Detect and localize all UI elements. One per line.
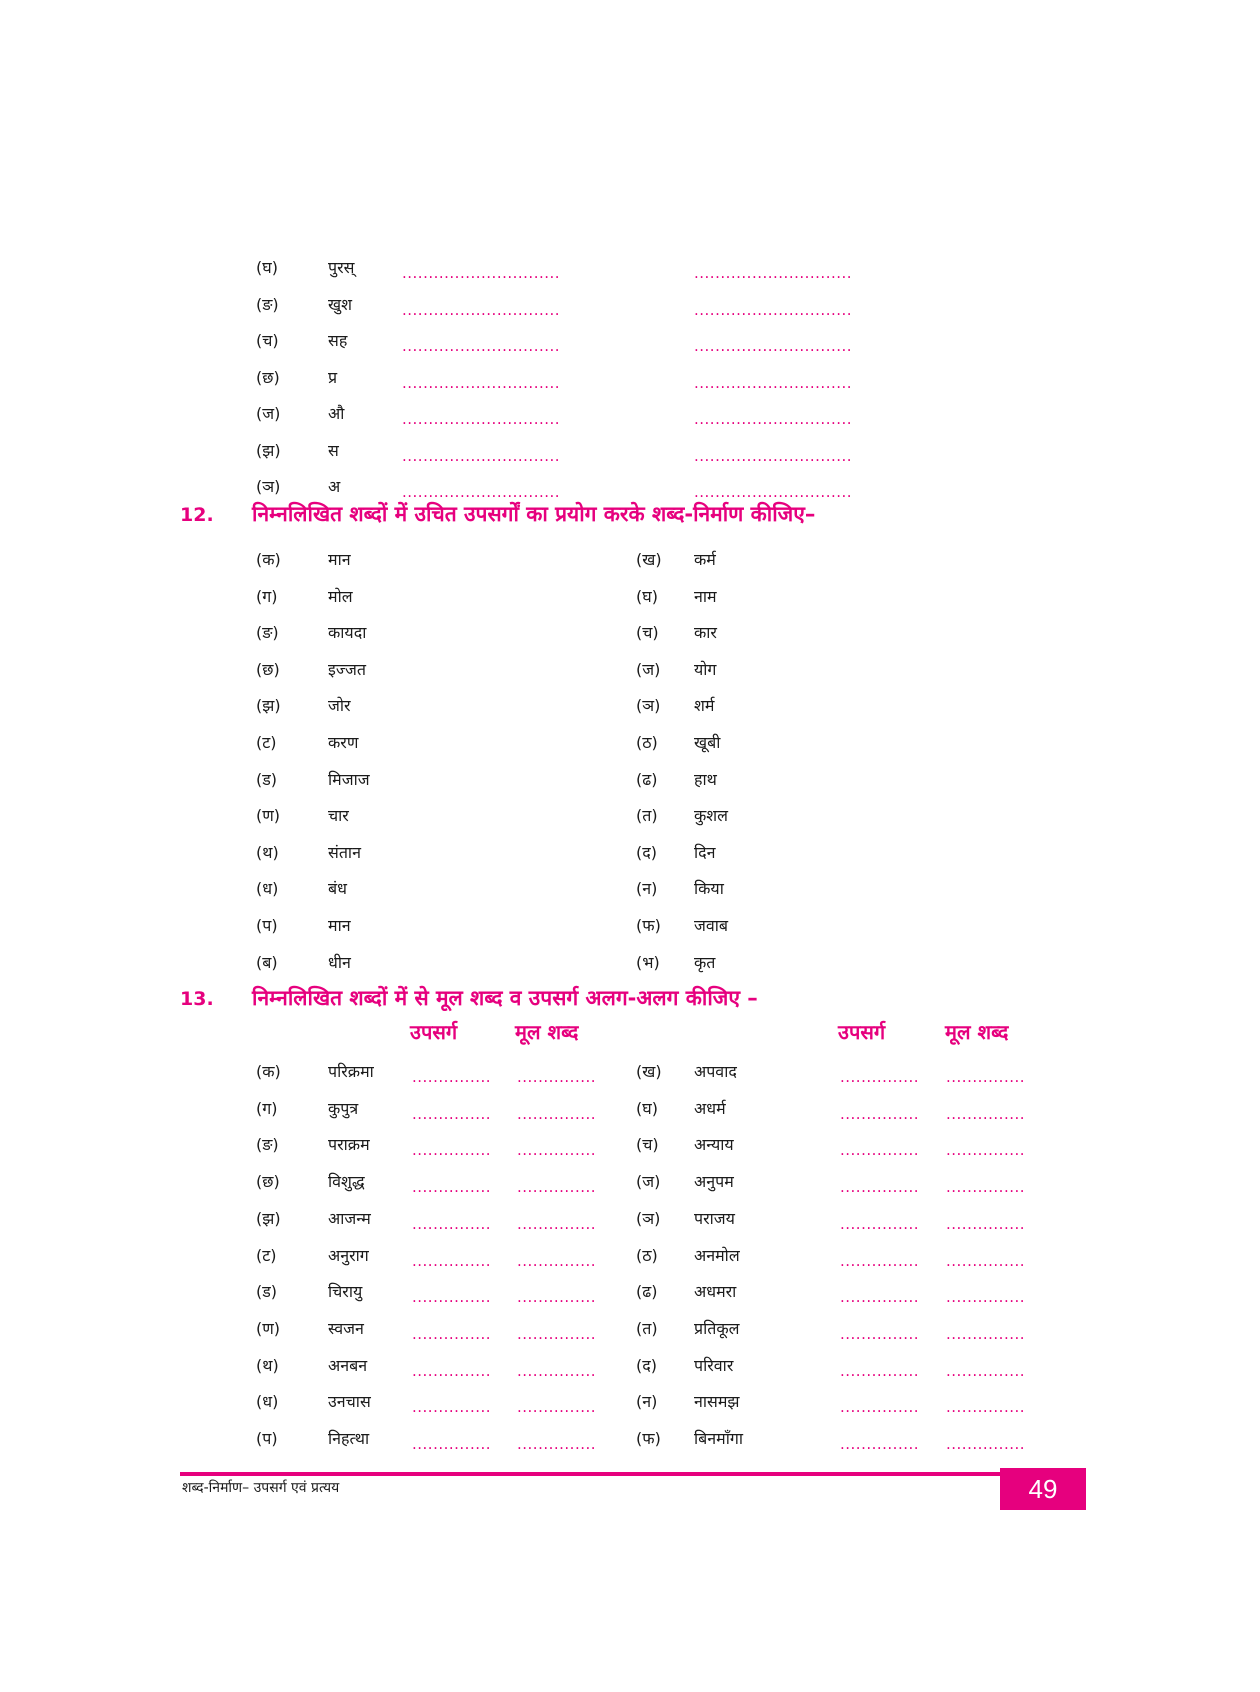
item-label: (च) <box>636 1135 659 1155</box>
q12-instruction: निम्नलिखित शब्दों में उचित उपसर्गों का प्रयोग करके शब्द-निर्माण कीजिए– <box>252 502 816 526</box>
item-label: (ढ) <box>636 1282 658 1302</box>
item-label: (घ) <box>636 586 658 606</box>
answer-blank-prefix: ............... <box>840 1214 920 1233</box>
item-word: अ <box>328 477 341 496</box>
item-word: प्रतिकूल <box>694 1318 740 1338</box>
answer-blank: .............................. <box>402 337 561 355</box>
item-word: स <box>328 440 339 460</box>
item-word: पराजय <box>694 1208 735 1228</box>
answer-blank-prefix: ............... <box>412 1214 492 1233</box>
answer-blank-prefix: ............... <box>840 1398 920 1417</box>
item-label: (च) <box>636 623 659 643</box>
item-word: कुशल <box>694 806 729 826</box>
item-label: (ग) <box>256 1098 278 1118</box>
item-word: अन्याय <box>694 1135 734 1155</box>
answer-blank-prefix: ............... <box>412 1398 492 1417</box>
q13-col-root-right: मूल शब्द <box>945 1020 1009 1044</box>
answer-blank-root: ............... <box>517 1361 597 1380</box>
item-label: (झ) <box>256 440 281 460</box>
item-label: (त) <box>636 1318 658 1338</box>
item-word: निहत्था <box>328 1429 370 1448</box>
item-label: (ड) <box>256 1282 278 1302</box>
item-label: (ज) <box>636 659 661 679</box>
answer-blank-prefix: ............... <box>840 1104 920 1123</box>
item-word: अपवाद <box>694 1062 737 1081</box>
item-word: सह <box>328 331 348 350</box>
item-word: कर्म <box>694 550 716 569</box>
item-word: कृत <box>694 952 716 972</box>
item-word: धीन <box>328 952 351 972</box>
item-word: आजन्म <box>328 1208 371 1228</box>
item-word: उनचास <box>328 1392 371 1412</box>
answer-blank-root: ............... <box>946 1178 1026 1197</box>
answer-blank-root: ............... <box>517 1068 597 1086</box>
item-label: (भ) <box>636 952 660 972</box>
item-label: (ढ) <box>636 769 658 789</box>
item-label: (क) <box>256 550 281 569</box>
item-word: अनमोल <box>694 1245 740 1265</box>
item-word: मान <box>328 916 351 935</box>
q13-instruction: निम्नलिखित शब्दों में से मूल शब्द व उपसर्ग अलग-अलग कीजिए – <box>252 986 758 1010</box>
item-label: (प) <box>256 1429 278 1448</box>
answer-blank-root: ............... <box>517 1288 597 1307</box>
item-word: किया <box>694 879 724 899</box>
item-label: (द) <box>636 842 657 862</box>
item-label: (ट) <box>256 733 277 752</box>
item-word: बंध <box>328 879 347 899</box>
item-word: करण <box>328 733 359 752</box>
item-word: कार <box>694 623 717 643</box>
answer-blank-prefix: ............... <box>412 1178 492 1197</box>
item-label: (न) <box>636 1392 658 1412</box>
item-word: मान <box>328 550 351 569</box>
answer-blank: .............................. <box>402 300 561 319</box>
answer-blank-prefix: ............... <box>412 1288 492 1307</box>
item-word: अनबन <box>328 1355 368 1375</box>
item-word: अनुपम <box>694 1172 734 1192</box>
answer-blank-root: ............... <box>517 1214 597 1233</box>
answer-blank-prefix: ............... <box>412 1141 492 1160</box>
item-word: औ <box>328 404 345 423</box>
answer-blank: .............................. <box>694 300 853 319</box>
item-label: (ख) <box>636 550 662 569</box>
item-label: (ध) <box>256 1392 279 1412</box>
answer-blank-prefix: ............... <box>412 1361 492 1380</box>
answer-blank-prefix: ............... <box>840 1251 920 1270</box>
answer-blank-root: ............... <box>946 1251 1026 1270</box>
item-word: कायदा <box>328 623 367 643</box>
answer-blank: .............................. <box>694 483 853 501</box>
q13-col-prefix-right: उपसर्ग <box>838 1020 886 1044</box>
item-label: (घ) <box>256 258 278 277</box>
item-word: जोर <box>328 696 351 716</box>
item-label: (छ) <box>256 367 280 387</box>
item-word: दिन <box>694 842 716 862</box>
answer-blank-root: ............... <box>946 1104 1026 1123</box>
answer-blank-prefix: ............... <box>840 1435 920 1453</box>
item-word: अनुराग <box>328 1245 369 1265</box>
item-label: (ण) <box>256 806 281 826</box>
answer-blank-root: ............... <box>946 1324 1026 1343</box>
item-label: (झ) <box>256 696 281 716</box>
answer-blank-root: ............... <box>517 1324 597 1343</box>
answer-blank: .............................. <box>694 410 853 428</box>
item-label: (ङ) <box>256 623 279 643</box>
item-word: अधर्म <box>694 1098 726 1118</box>
item-word: शर्म <box>694 696 715 716</box>
item-label: (ञ) <box>636 696 661 716</box>
answer-blank-prefix: ............... <box>412 1068 492 1086</box>
answer-blank-prefix: ............... <box>840 1178 920 1197</box>
item-word: खूबी <box>694 733 721 752</box>
answer-blank: .............................. <box>694 373 853 392</box>
item-word: पराक्रम <box>328 1135 370 1155</box>
answer-blank-prefix: ............... <box>840 1068 920 1086</box>
item-word: मोल <box>328 586 353 606</box>
answer-blank-root: ............... <box>946 1214 1026 1233</box>
answer-blank-root: ............... <box>517 1251 597 1270</box>
item-label: (क) <box>256 1062 281 1081</box>
item-word: स्वजन <box>328 1318 364 1338</box>
item-label: (ञ) <box>636 1208 661 1228</box>
item-label: (द) <box>636 1355 657 1375</box>
item-label: (छ) <box>256 659 280 679</box>
item-label: (फ) <box>636 916 661 935</box>
item-label: (झ) <box>256 1208 281 1228</box>
item-label: (ब) <box>256 952 278 972</box>
answer-blank-root: ............... <box>517 1141 597 1160</box>
answer-blank-prefix: ............... <box>412 1435 492 1453</box>
item-label: (ठ) <box>636 733 658 752</box>
answer-blank-root: ............... <box>946 1068 1026 1086</box>
item-label: (छ) <box>256 1172 280 1192</box>
item-word: खुश <box>328 294 352 314</box>
answer-blank-prefix: ............... <box>840 1324 920 1343</box>
item-word: योग <box>694 659 717 679</box>
item-label: (ङ) <box>256 1135 279 1155</box>
item-label: (ग) <box>256 586 278 606</box>
answer-blank-root: ............... <box>946 1435 1026 1453</box>
item-label: (ज) <box>636 1172 661 1192</box>
answer-blank-root: ............... <box>946 1398 1026 1417</box>
item-word: परिवार <box>694 1355 734 1375</box>
answer-blank: .............................. <box>402 373 561 392</box>
item-label: (ध) <box>256 879 279 899</box>
item-word: चार <box>328 806 349 826</box>
item-label: (थ) <box>256 842 279 862</box>
item-label: (प) <box>256 916 278 935</box>
answer-blank-root: ............... <box>517 1435 597 1453</box>
q13-col-prefix-left: उपसर्ग <box>410 1020 458 1044</box>
answer-blank-prefix: ............... <box>412 1251 492 1270</box>
answer-blank-prefix: ............... <box>412 1324 492 1343</box>
footer-chapter-title: शब्द-निर्माण– उपसर्ग एवं प्रत्यय <box>182 1480 340 1496</box>
item-label: (त) <box>636 806 658 826</box>
item-word: इज्जत <box>328 659 367 679</box>
answer-blank-root: ............... <box>946 1141 1026 1160</box>
item-word: कुपुत्र <box>328 1098 359 1118</box>
footer-rule <box>180 1472 1086 1476</box>
item-word: हाथ <box>694 769 717 789</box>
answer-blank-root: ............... <box>517 1398 597 1417</box>
answer-blank: .............................. <box>402 446 561 465</box>
answer-blank: .............................. <box>694 264 853 282</box>
answer-blank: .............................. <box>402 410 561 428</box>
item-label: (फ) <box>636 1429 661 1448</box>
item-label: (ड) <box>256 769 278 789</box>
item-word: पुरस् <box>328 258 355 277</box>
item-word: बिनमाँगा <box>694 1429 744 1448</box>
answer-blank-prefix: ............... <box>412 1104 492 1123</box>
item-word: नाम <box>694 586 717 606</box>
answer-blank-prefix: ............... <box>840 1361 920 1380</box>
answer-blank: .............................. <box>402 483 561 501</box>
answer-blank: .............................. <box>694 337 853 355</box>
item-label: (घ) <box>636 1098 658 1118</box>
item-word: अधमरा <box>694 1282 737 1302</box>
item-label: (ञ) <box>256 477 281 496</box>
answer-blank-root: ............... <box>517 1104 597 1123</box>
item-word: संतान <box>328 842 361 862</box>
answer-blank: .............................. <box>402 264 561 282</box>
item-label: (ट) <box>256 1245 277 1265</box>
item-label: (ङ) <box>256 294 279 314</box>
item-word: मिजाज <box>328 769 370 789</box>
item-word: चिरायु <box>328 1282 363 1302</box>
item-word: परिक्रमा <box>328 1062 374 1081</box>
answer-blank-root: ............... <box>517 1178 597 1197</box>
item-label: (च) <box>256 331 279 350</box>
item-label: (ठ) <box>636 1245 658 1265</box>
q13-number: 13. <box>180 988 214 1010</box>
item-label: (ण) <box>256 1318 281 1338</box>
item-word: विशुद्ध <box>328 1172 365 1192</box>
item-label: (थ) <box>256 1355 279 1375</box>
item-word: जवाब <box>694 916 729 935</box>
answer-blank: .............................. <box>694 446 853 465</box>
q13-col-root-left: मूल शब्द <box>515 1020 579 1044</box>
answer-blank-root: ............... <box>946 1288 1026 1307</box>
item-word: प्र <box>328 367 338 387</box>
q12-number: 12. <box>180 504 214 526</box>
item-label: (न) <box>636 879 658 899</box>
item-label: (ज) <box>256 404 281 423</box>
answer-blank-prefix: ............... <box>840 1141 920 1160</box>
page-number: 49 <box>1000 1468 1086 1510</box>
item-label: (ख) <box>636 1062 662 1081</box>
answer-blank-prefix: ............... <box>840 1288 920 1307</box>
item-word: नासमझ <box>694 1392 740 1412</box>
answer-blank-root: ............... <box>946 1361 1026 1380</box>
